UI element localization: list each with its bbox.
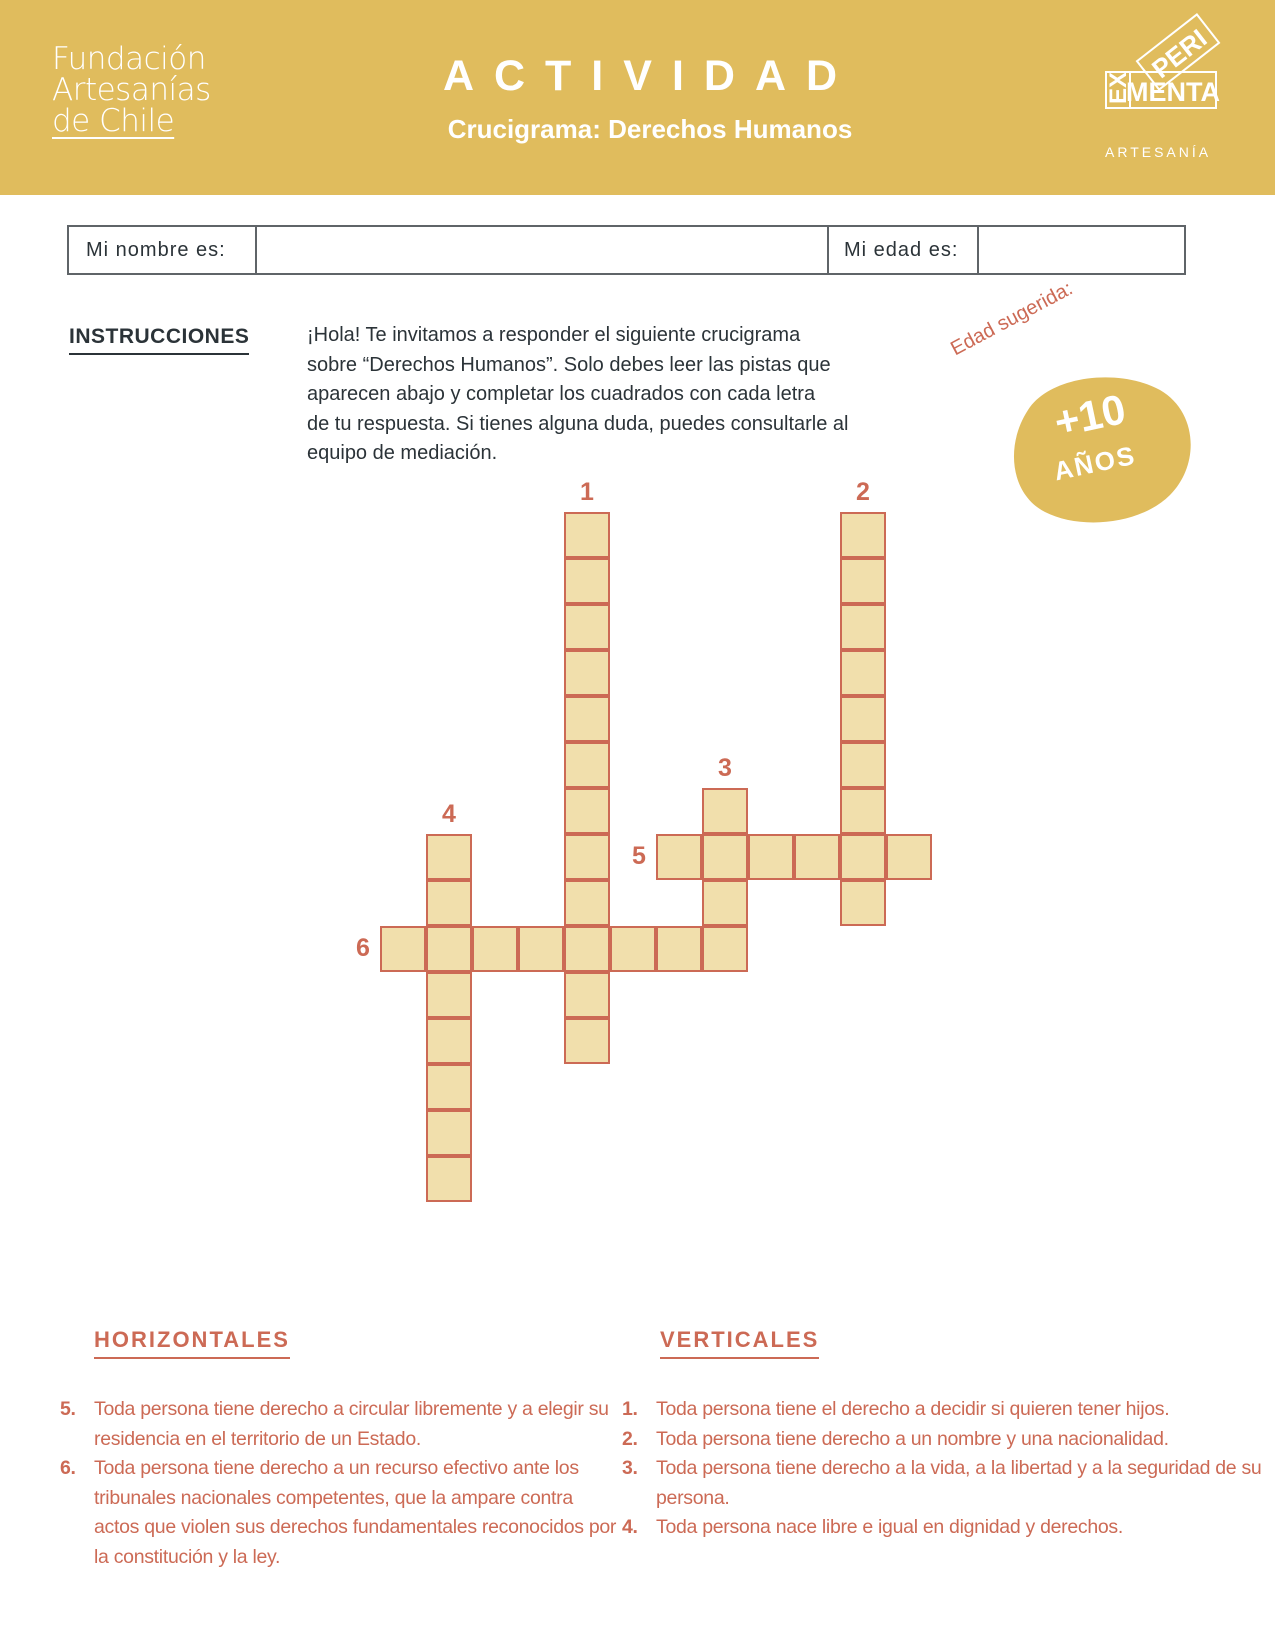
clue-text: Toda persona tiene derecho a un recurso efectivo ante los tribunales nacionales competentes, que la ampare contra actos que violen sus derechos fundamentales reconocidos por la constitución y la ley.	[94, 1457, 617, 1568]
crossword-cell[interactable]	[840, 742, 886, 788]
crossword-cell[interactable]	[564, 604, 610, 650]
crossword-cell[interactable]	[564, 834, 610, 880]
crossword-cell[interactable]	[840, 558, 886, 604]
crossword-cell[interactable]	[702, 880, 748, 926]
crossword-cell[interactable]	[426, 926, 472, 972]
crossword-cell[interactable]	[702, 834, 748, 880]
crossword-cell[interactable]	[840, 604, 886, 650]
crossword-cell[interactable]	[886, 834, 932, 880]
crossword-cell[interactable]	[564, 558, 610, 604]
crossword-cell[interactable]	[656, 834, 702, 880]
instructions-line: aparecen abajo y completar los cuadrados con cada letra	[307, 383, 816, 405]
clue-item	[60, 1395, 620, 1454]
crossword-cell[interactable]	[426, 1018, 472, 1064]
logo-ex-text: EX	[1105, 71, 1132, 104]
logo-line-3: de Chile	[52, 103, 175, 139]
clue-number: 1.	[622, 1398, 638, 1420]
crossword-cell[interactable]	[426, 1110, 472, 1156]
crossword-cell[interactable]	[564, 650, 610, 696]
crossword-clue-number: 6	[356, 934, 370, 962]
crossword-cell[interactable]	[564, 788, 610, 834]
crossword-cell[interactable]	[426, 972, 472, 1018]
age-label: Mi edad es:	[829, 227, 979, 273]
crossword-cell[interactable]	[656, 926, 702, 972]
student-info-form	[67, 225, 1186, 275]
instructions-line: ¡Hola! Te invitamos a responder el siguiente crucigrama	[307, 324, 801, 346]
crossword-cell[interactable]	[564, 1018, 610, 1064]
clue-text: Toda persona nace libre e igual en dignidad y derechos.	[656, 1516, 1124, 1538]
age-field[interactable]	[979, 227, 1184, 273]
name-field[interactable]	[257, 227, 829, 273]
clue-item	[60, 1454, 620, 1572]
crossword-cell[interactable]	[748, 834, 794, 880]
logo-line-2: Artesanías	[52, 72, 211, 108]
logo-caption: ARTESANÍA	[1105, 144, 1212, 160]
crossword-cell[interactable]	[840, 650, 886, 696]
crossword-clue-number: 4	[442, 800, 456, 828]
crossword-clue-number: 2	[856, 478, 870, 506]
clue-text: Toda persona tiene derecho a circular libremente y a elegir su residencia en el territorio de un Estado.	[94, 1398, 609, 1450]
clue-item	[622, 1395, 1262, 1425]
page-title: ACTIVIDAD	[442, 52, 858, 100]
crossword-cell[interactable]	[426, 1064, 472, 1110]
crossword-cell[interactable]	[564, 972, 610, 1018]
age-badge-value: +10	[1050, 385, 1130, 446]
instructions-line: sobre “Derechos Humanos”. Solo debes leer las pistas que	[307, 353, 831, 376]
page-subtitle: Crucigrama: Derechos Humanos	[447, 114, 853, 144]
clue-number: 4.	[622, 1516, 638, 1538]
clue-text: Toda persona tiene derecho a la vida, a la libertad y a la seguridad de su persona.	[656, 1457, 1262, 1509]
horizontal-clues-heading: HORIZONTALES	[94, 1327, 290, 1359]
crossword-cell[interactable]	[564, 512, 610, 558]
crossword-cell[interactable]	[840, 788, 886, 834]
logo-peri-text: PERI	[1146, 23, 1213, 85]
age-badge-unit: AÑOS	[1051, 439, 1139, 487]
crossword-cell[interactable]	[380, 926, 426, 972]
crossword-cell[interactable]	[610, 926, 656, 972]
crossword-cell[interactable]	[426, 880, 472, 926]
crossword-cell[interactable]	[564, 742, 610, 788]
crossword-clue-number: 1	[580, 478, 594, 506]
crossword-cell[interactable]	[426, 1156, 472, 1202]
crossword-cell[interactable]	[564, 880, 610, 926]
crossword-cell[interactable]	[840, 834, 886, 880]
crossword-clue-number: 5	[632, 842, 646, 870]
logo-line-1: Fundación	[52, 41, 206, 77]
crossword-clue-number: 3	[718, 754, 732, 782]
clue-text: Toda persona tiene el derecho a decidir si quieren tener hijos.	[656, 1398, 1170, 1420]
clue-item	[622, 1513, 1262, 1543]
crossword-cell[interactable]	[702, 926, 748, 972]
crossword-cell[interactable]	[702, 788, 748, 834]
instructions-line: de tu respuesta. Si tienes alguna duda, puedes consultarle al	[307, 412, 849, 435]
crossword-cell[interactable]	[564, 926, 610, 972]
name-label: Mi nombre es:	[69, 227, 257, 273]
logo-menta-text: MENTA	[1126, 77, 1220, 107]
vertical-clues-heading: VERTICALES	[660, 1327, 819, 1359]
crossword-cell[interactable]	[840, 512, 886, 558]
instructions-line: equipo de mediación.	[307, 442, 498, 464]
clue-item	[622, 1425, 1262, 1455]
age-badge-label: Edad sugerida:	[947, 277, 1077, 361]
clue-item	[622, 1454, 1262, 1513]
crossword-cell[interactable]	[426, 834, 472, 880]
instructions-heading: INSTRUCCIONES	[69, 325, 249, 355]
clue-number: 3.	[622, 1457, 638, 1479]
horizontal-clues-list	[60, 1395, 620, 1572]
crossword-cell[interactable]	[564, 696, 610, 742]
header-banner	[0, 0, 1275, 195]
clue-number: 2.	[622, 1427, 638, 1450]
crossword-cell[interactable]	[518, 926, 564, 972]
clue-number: 5.	[60, 1398, 76, 1420]
experimenta-logo-mark	[1098, 20, 1238, 150]
clue-text: Toda persona tiene derecho a un nombre y una nacionalidad.	[656, 1427, 1169, 1450]
crossword-cell[interactable]	[472, 926, 518, 972]
crossword-cell[interactable]	[794, 834, 840, 880]
vertical-clues-list	[622, 1395, 1262, 1543]
crossword-cell[interactable]	[840, 880, 886, 926]
instructions-text	[307, 321, 907, 469]
crossword-cell[interactable]	[840, 696, 886, 742]
clue-number: 6.	[60, 1457, 76, 1479]
